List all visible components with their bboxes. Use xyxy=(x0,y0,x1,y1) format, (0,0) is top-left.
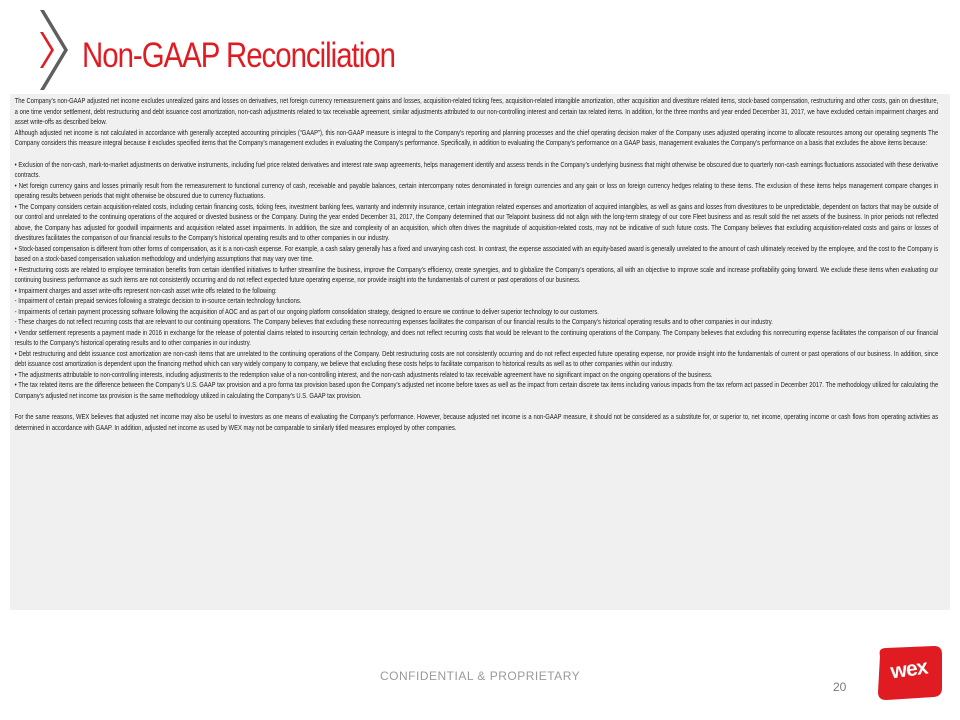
page-number: 20 xyxy=(833,680,847,694)
bullet-item: • Debt restructuring and debt issuance cost amortization are non-cash items that are unrelated to the continuing operations of the Company. Debt restructuring costs are not consistently occurring and do not reflect expected future operating expense, nor provide insight into the fundamentals of current or past operations of our business. In addition, since debt issuance cost amortization is dependent upon the financing method which can vary widely company to company, we believe that excluding these costs helps to facilitate comparison to historical results as well as to other companies within our industry. xyxy=(14,348,939,368)
bullet-item: • The tax related items are the difference between the Company’s U.S. GAAP tax provision and a pro forma tax provision based upon the Company’s adjusted net income before taxes as well as the impact from certain discrete tax items including various impacts from the tax reform act passed in December 2017. The methodology utilized for calculating the Company’s adjusted net income tax provision is the same methodology utilized in calculating the Company’s U.S. GAAP tax provision. xyxy=(14,380,939,400)
bullet-item: • Restructuring costs are related to employee termination benefits from certain identified initiatives to further streamline the business, improve the Company’s efficiency, create synergies, and to globalize the Company’s operations, all with an objective to improve scale and increase profitability going forward. We exclude these items when evaluating our continuing business performance as such items are not consistently occurring and do not reflect expected future operating expense, nor provide insight into the fundamentals of current or past operations of our business. xyxy=(14,264,939,284)
reconciliation-text-panel xyxy=(10,94,950,610)
intro-paragraph: The Company’s non-GAAP adjusted net income excludes unrealized gains and losses on derivatives, net foreign currency remeasurement gains and losses, acquisition-related ticking fees, acquisition-related intangible amortization, other acquisition and divestiture related items, stock-based compensation, restructuring and other costs, gain on divestiture, a one time vendor settlement, debt restructuring and debt issuance cost amortization, non-cash adjustments related to tax receivable agreement, similar adjustments attributed to our non-controlling interest and certain tax related items. In addition, for the three months and year ended December 31, 2017, we have excluded certain impairment charges and asset write-offs as described below. xyxy=(14,96,939,126)
bullet-item: • Vendor settlement represents a payment made in 2016 in exchange for the release of potential claims related to insourcing certain technology, and does not reflect recurring costs that would be relevant to the continuing operations of the Company. The Company believes that excluding this nonrecurring expense facilitates the comparison of our financial results to the Company’s historical operating results and to other companies in our industry. xyxy=(14,327,939,347)
bullet-item: • Stock-based compensation is different from other forms of compensation, as it is a non-cash expense. For example, a cash salary generally has a fixed and unvarying cash cost. In contrast, the expense associated with an equity-based award is generally unrelated to the amount of cash ultimately received by the employee, and the cost to the Company is based on a stock-based compensation valuation methodology and underlying assumptions that may vary over time. xyxy=(14,243,939,263)
conclusion-paragraph: For the same reasons, WEX believes that adjusted net income may also be useful to investors as one means of evaluating the Company’s performance. However, because adjusted net income is a non-GAAP measure, it should not be considered as a substitute for, or superior to, net income, operating income or cash flows from operating activities as determined in accordance with GAAP. In addition, adjusted net income as used by WEX may not be comparable to similarly titled measures employed by other companies. xyxy=(14,412,939,432)
page-title: Non-GAAP Reconciliation xyxy=(82,36,395,75)
bullet-item: • Exclusion of the non-cash, mark-to-market adjustments on derivative instruments, including fuel price related derivatives and interest rate swap agreements, helps management identify and assess trends in the Company’s underlying business that might otherwise be obscured due to quarterly non-cash earnings fluctuations associated with these derivative contracts. xyxy=(14,159,939,179)
confidential-footer: CONFIDENTIAL & PROPRIETARY xyxy=(380,669,581,683)
logo-text: wex xyxy=(889,655,929,684)
intro-paragraph: Although adjusted net income is not calculated in accordance with generally accepted accounting principles (“GAAP”), this non-GAAP measure is integral to the Company’s reporting and planning processes and the chief operating decision maker of the Company uses adjusted operating income to allocate resources among our operating segments The Company considers this measure integral because it excludes specified items that the Company’s management excludes in evaluating the Company’s performance. Specifically, in addition to evaluating the Company’s performance on a GAAP basis, management evaluates the Company’s performance on a basis that excludes the above items because: xyxy=(14,127,939,147)
sub-bullet-item: - These charges do not reflect recurring costs that are relevant to our continuing operations. The Company believes that excluding these nonrecurring expenses facilitates the comparison of our financial results to the Company’s historical operating results and to other companies in our industry. xyxy=(14,317,773,326)
wex-logo xyxy=(872,644,946,702)
sub-bullet-item: - Impairments of certain payment processing software following the acquisition of AOC and as part of our ongoing platform consolidation strategy, designed to ensure we continue to deliver superior technology to our customers. xyxy=(14,306,599,316)
bullet-item: • The Company considers certain acquisition-related costs, including certain financing costs, ticking fees, investment banking fees, warranty and indemnity insurance, certain integration related expenses and amortization of acquired intangibles, as well as gains and losses from divestitures to be unpredictable, dependent on factors that may be outside of our control and unrelated to the continuing operations of the acquired or divested business or the Company. During the year ended December 31, 2017, the Company determined that our Telapoint business did not align with the long-term strategy of our core Fleet business and as result sold the net assets of the business. In prior periods not reflected above, the Company has adjusted for goodwill impairments and acquisition related asset impairments. In addition, the size and complexity of an acquisition, which often drives the magnitude of acquisition-related costs, may not be indicative of such future costs. The Company believes that excluding acquisition-related costs and gains or losses of divestitures facilitates the comparison of our financial results to the Company’s historical operating results and to other companies in our industry. xyxy=(14,201,939,242)
bullet-item: • Net foreign currency gains and losses primarily result from the remeasurement to functional currency of cash, receivable and payable balances, certain intercompany notes denominated in foreign currencies and any gain or loss on foreign currency hedges relating to these items. The exclusion of these items helps management compare changes in operating results between periods that might otherwise be obscured due to currency fluctuations. xyxy=(14,180,939,200)
reconciliation-text-body xyxy=(10,94,941,433)
chevron-accent-icon xyxy=(40,10,70,90)
bullet-item: • Impairment charges and asset write-offs represent non-cash asset write offs related to the following: xyxy=(14,285,277,295)
bullet-item: • The adjustments attributable to non-controlling interests, including adjustments to the redemption value of a non-controlling interest, and the non-cash adjustments related to tax receivable agreement have no significant impact on the ongoing operations of the business. xyxy=(14,369,713,379)
sub-bullet-item: - Impairment of certain prepaid services following a strategic decision to in-source certain technology functions. xyxy=(14,296,302,305)
